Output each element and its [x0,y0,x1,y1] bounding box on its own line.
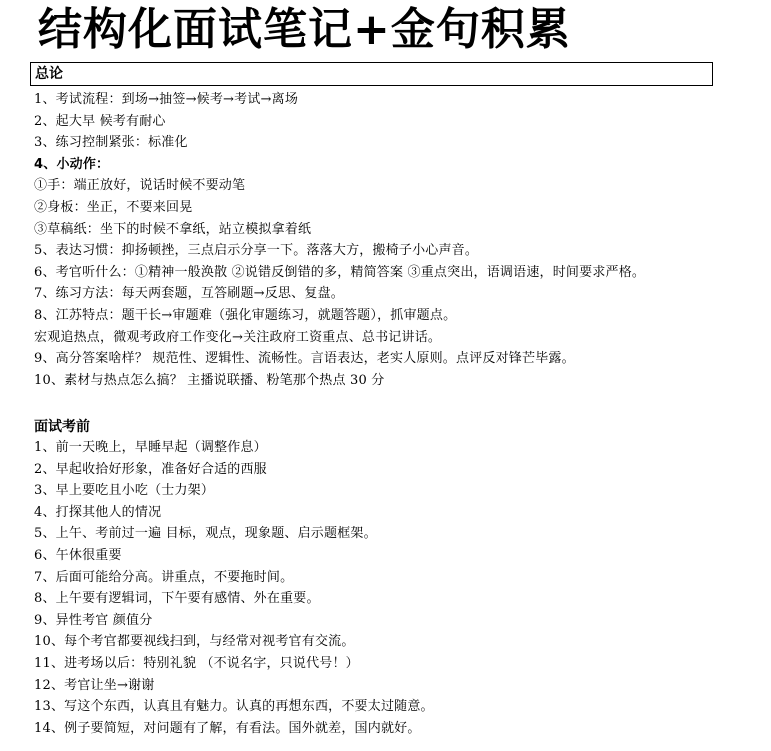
list-item: ③草稿纸：坐下的时候不拿纸，站立模拟拿着纸 [34,221,312,237]
section-heading-before-interview: 面试考前 [34,419,90,435]
list-item: 2、起大早 候考有耐心 [34,113,166,129]
list-item: 8、江苏特点：题干长→审题难（强化审题练习，就题答题），抓审题点。 [34,307,457,323]
list-item: 10、素材与热点怎么搞？ 主播说联播、粉笔那个热点 30 分 [34,372,385,388]
list-item: 12、考官让坐→谢谢 [34,677,155,693]
list-item: ②身板：坐正，不要来回晃 [34,199,193,215]
list-item: 11、进考场以后：特别礼貌 （不说名字，只说代号！） [34,655,359,671]
overview-list [34,89,645,391]
list-item: 3、早上要吃且小吃（士力架） [34,483,215,499]
list-item: 5、表达习惯：抑扬顿挫，三点启示分享一下。落落大方，搬椅子小心声音。 [34,243,479,259]
list-item: 4、打探其他人的情况 [34,504,162,520]
list-item: 14、例子要简短，对问题有了解，有看法。国外就差，国内就好。 [34,720,421,736]
list-item: 7、后面可能给分高。讲重点，不要拖时间。 [34,569,294,585]
section-heading-overview: 总论 [35,66,63,82]
list-item: 宏观追热点，微观考政府工作变化→关注政府工资重点、总书记讲话。 [34,329,442,345]
list-item: 1、考试流程：到场→抽签→候考→考试→离场 [34,92,299,107]
document-title: 结构化面试笔记+金句积累 [38,4,571,55]
list-item: ①手：端正放好，说话时候不要动笔 [34,178,246,194]
list-item: 3、练习控制紧张：标准化 [34,135,188,151]
list-item: 1、前一天晚上，早睡早起（调整作息） [34,440,267,455]
before-interview-list [34,437,434,739]
list-item: 10、每个考官都要视线扫到，与经常对视考官有交流。 [34,634,355,650]
list-item: 7、练习方法：每天两套题，互答刷题→反思、复盘。 [34,286,344,302]
list-item: 6、午休很重要 [34,547,122,563]
list-item: 9、异性考官 颜值分 [34,612,153,628]
list-item: 4、小动作： [34,156,110,172]
list-item: 8、上午要有逻辑词，下午要有感情、外在重要。 [34,591,320,607]
list-item: 9、高分答案啥样？ 规范性、逻辑性、流畅性。言语表达，老实人原则。点评反对锋芒毕露。 [34,351,575,367]
list-item: 13、写这个东西，认真且有魅力。认真的再想东西，不要太过随意。 [34,699,434,715]
list-item: 2、早起收拾好形象，准备好合适的西服 [34,461,267,477]
list-item: 5、上午、考前过一遍 目标，观点，现象题、启示题框架。 [34,526,377,542]
section-heading-box [30,62,713,86]
list-item: 6、考官听什么：①精神一般涣散 ②说错反倒错的多，精简答案 ③重点突出，语调语速，时间要求严格。 [34,264,646,280]
